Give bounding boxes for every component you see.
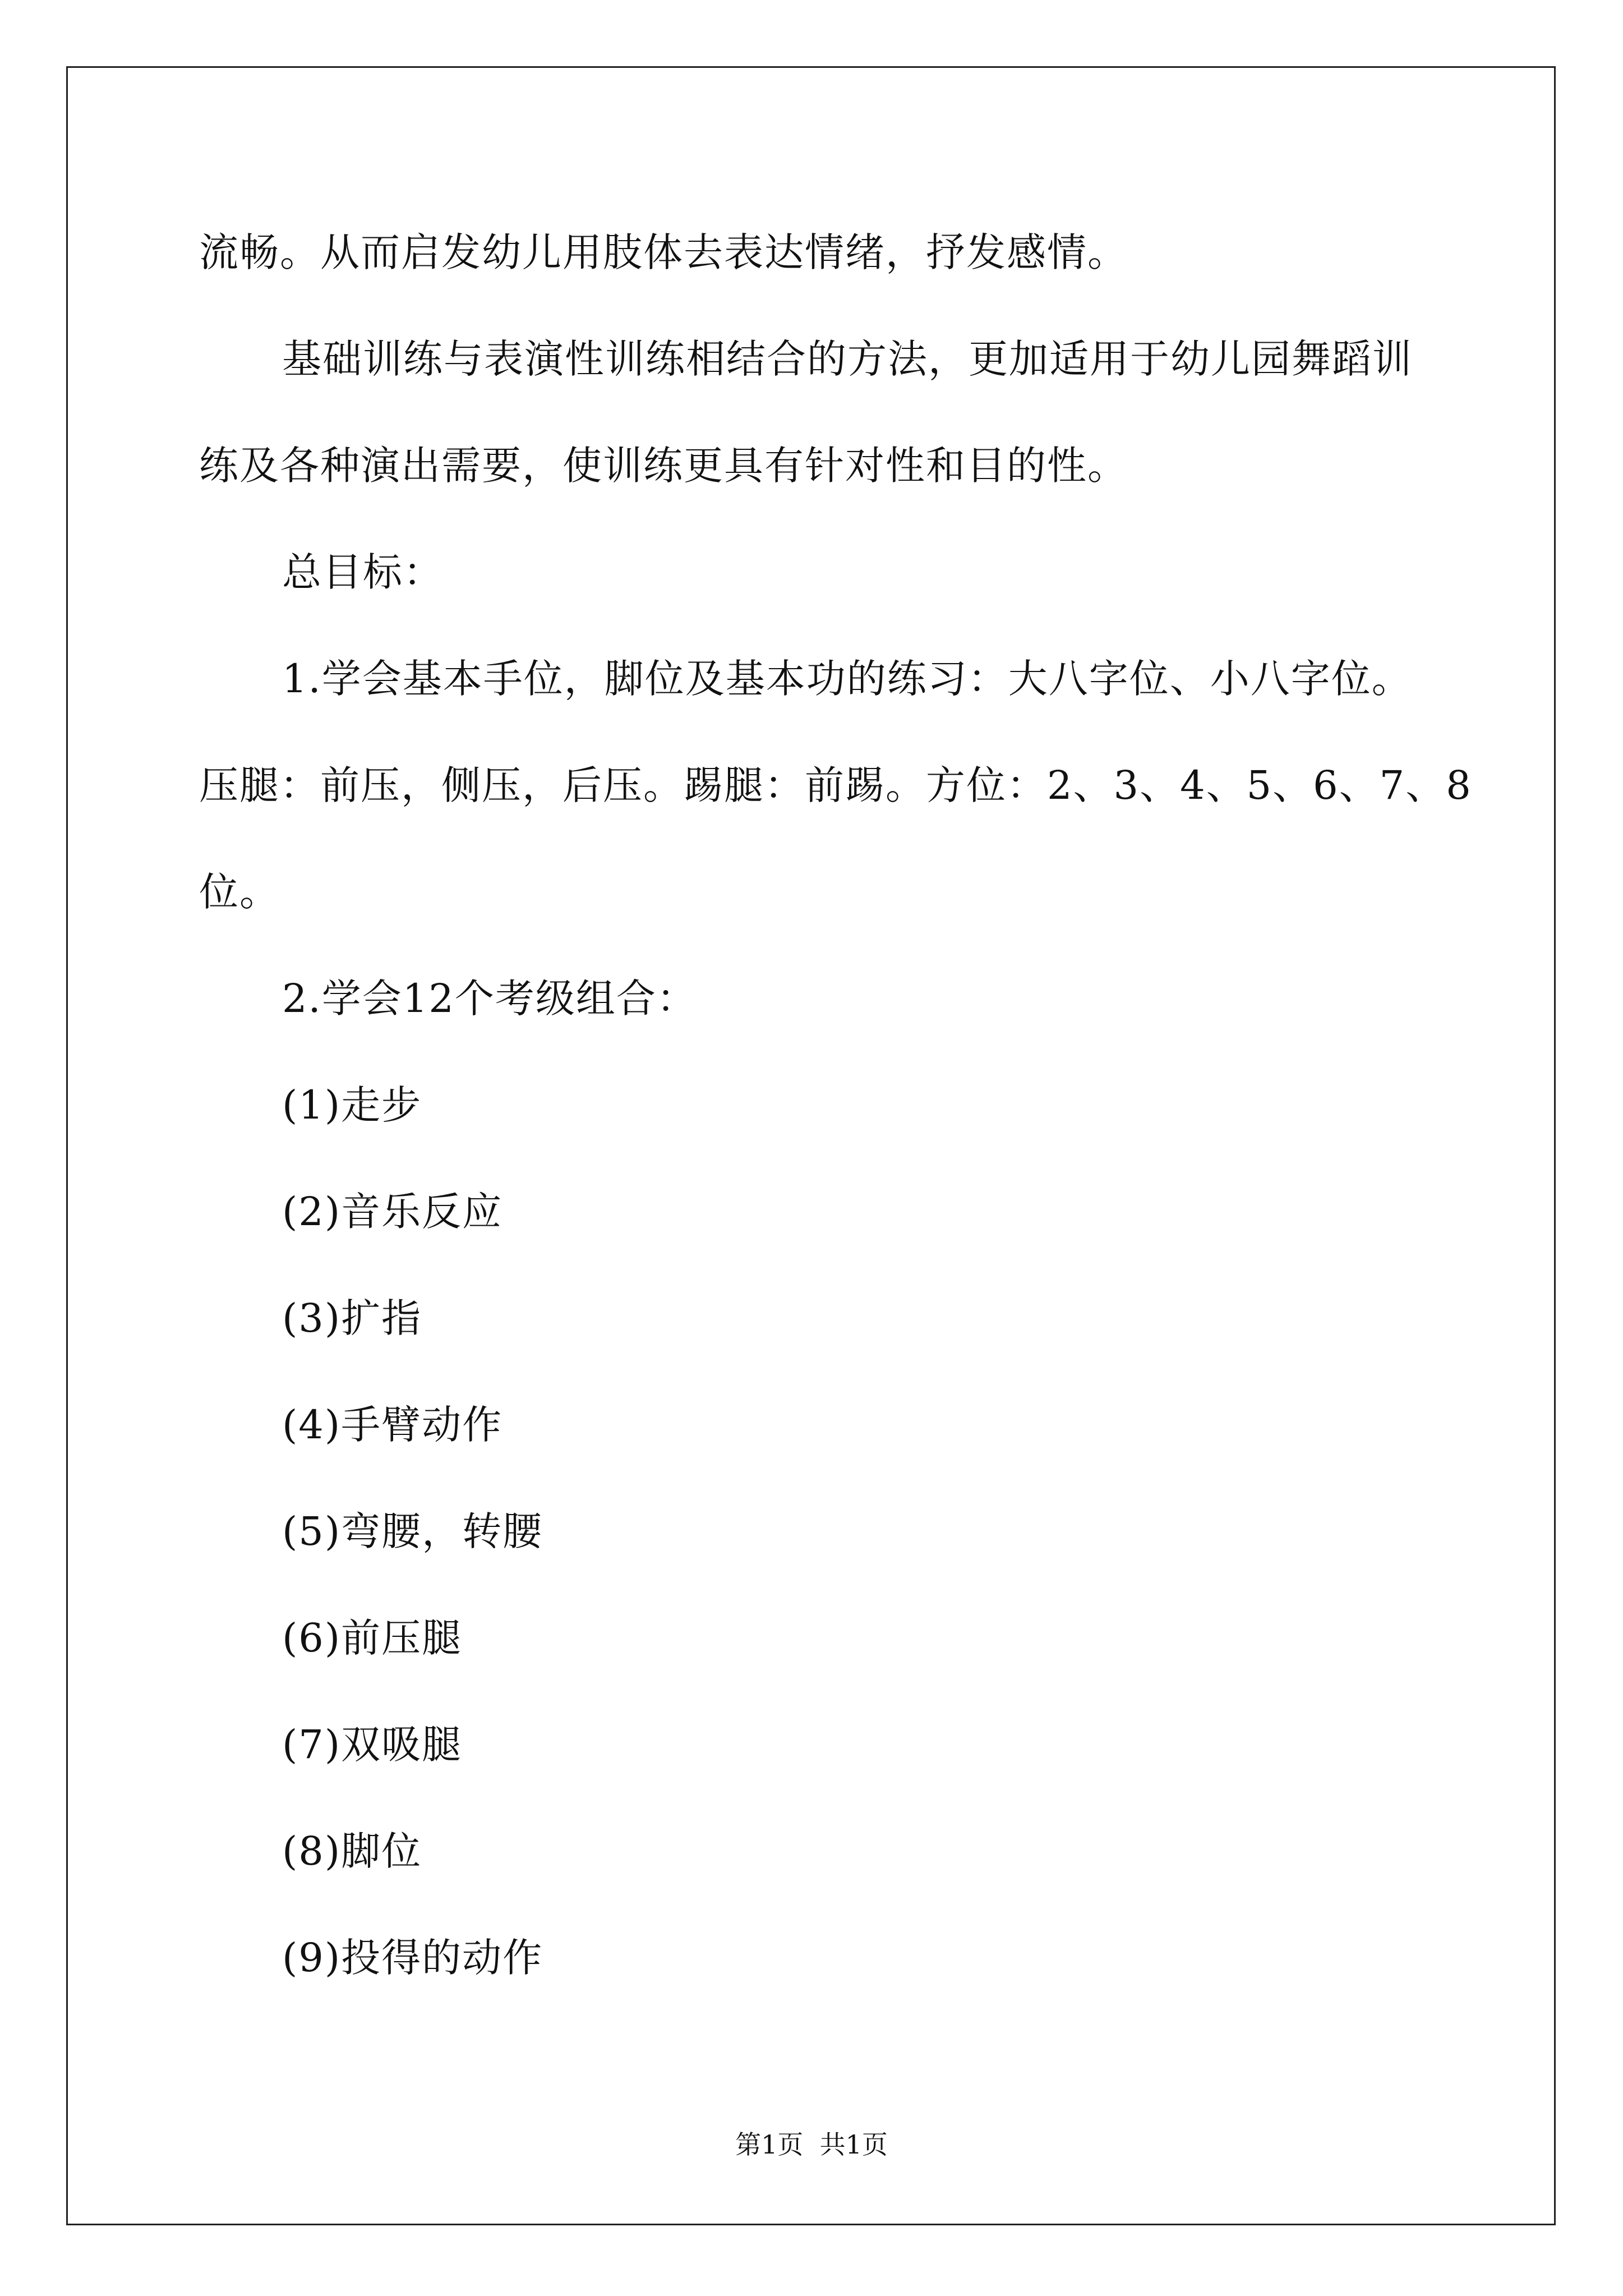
list-item: (7)双吸腿	[282, 1722, 463, 1768]
list-item: (1)走步	[282, 1082, 422, 1128]
section-heading: 总目标：	[282, 549, 444, 595]
page-number-footer: 第1页 共1页	[735, 2129, 888, 2160]
list-item: (6)前压腿	[282, 1615, 463, 1661]
paragraph-line: 压腿：前压，侧压，后压。踢腿：前踢。方位：2、3、4、5、6、7、8	[199, 762, 1472, 808]
list-item: (8)脚位	[282, 1828, 422, 1874]
paragraph-line: 流畅。从而启发幼儿用肢体去表达情绪，抒发感情。	[199, 229, 1128, 275]
list-item: 1.学会基本手位，脚位及基本功的练习：大八字位、小八字位。	[282, 656, 1412, 702]
paragraph-line: 基础训练与表演性训练相结合的方法，更加适用于幼儿园舞蹈训	[282, 336, 1413, 382]
page-border	[66, 66, 1556, 2225]
list-item: (9)投得的动作	[282, 1935, 543, 1981]
list-item: (4)手臂动作	[282, 1402, 503, 1448]
list-item: 2.学会12个考级组合：	[282, 976, 697, 1022]
list-item: (5)弯腰，转腰	[282, 1508, 543, 1554]
list-item: (2)音乐反应	[282, 1189, 503, 1235]
paragraph-line: 练及各种演出需要，使训练更具有针对性和目的性。	[199, 443, 1128, 489]
paragraph-line: 位。	[199, 869, 280, 915]
list-item: (3)扩指	[282, 1295, 422, 1341]
